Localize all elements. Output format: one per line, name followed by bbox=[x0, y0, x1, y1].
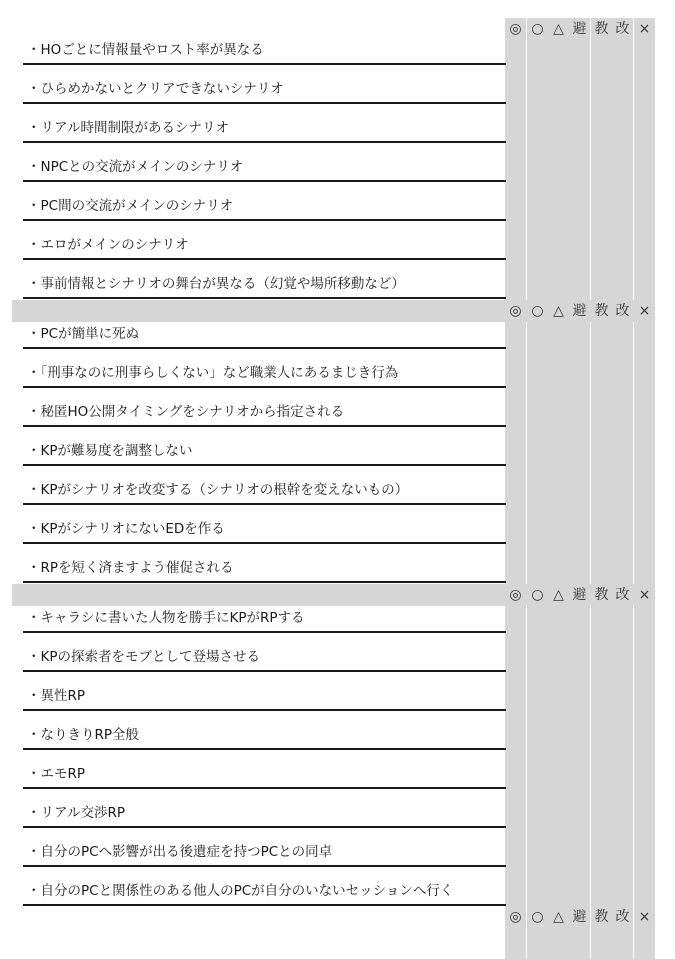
rating-header-label: × bbox=[638, 909, 651, 925]
rating-header-label: ◎ bbox=[509, 21, 522, 37]
checklist-item-text: ・秘匿HO公開タイミングをシナリオから指定される bbox=[27, 404, 345, 420]
rating-column bbox=[591, 18, 612, 959]
checklist-item-text: ・自分のPCへ影響が出る後遺症を持つPCとの同卓 bbox=[27, 844, 333, 860]
checklist-item-text: ・HOごとに情報量やロスト率が異なる bbox=[27, 42, 264, 58]
rating-header-label: 改 bbox=[615, 303, 630, 319]
checklist-item-text: ・KPが難易度を調整しない bbox=[27, 443, 193, 459]
checklist-item-text: ・KPの探索者をモブとして登場させる bbox=[27, 649, 260, 665]
checklist-item-text: ・KPがシナリオにないEDを作る bbox=[27, 521, 225, 537]
rating-column bbox=[634, 18, 655, 959]
checklist-item-text: ・NPCとの交流がメインのシナリオ bbox=[27, 159, 244, 175]
rating-header-label: ◎ bbox=[509, 587, 522, 603]
rating-header-label: 避 bbox=[572, 21, 587, 37]
row-divider bbox=[23, 865, 506, 867]
row-divider bbox=[23, 386, 506, 388]
row-divider bbox=[23, 102, 506, 104]
checklist-item-text: ・エロがメインのシナリオ bbox=[27, 237, 189, 253]
rating-header-label: 改 bbox=[615, 909, 630, 925]
rating-header-label: △ bbox=[553, 21, 564, 37]
rating-header-label: ○ bbox=[531, 909, 544, 925]
rating-column bbox=[548, 18, 569, 959]
rating-header-label: ○ bbox=[531, 303, 544, 319]
row-divider bbox=[23, 748, 506, 750]
row-divider bbox=[23, 297, 506, 299]
rating-header-label: × bbox=[638, 303, 651, 319]
checklist-item-text: ・なりきりRP全般 bbox=[27, 727, 140, 743]
rating-header-label: △ bbox=[553, 587, 564, 603]
rating-header-label: × bbox=[638, 21, 651, 37]
row-divider bbox=[23, 826, 506, 828]
rating-header-label: 改 bbox=[615, 21, 630, 37]
rating-header-label: 教 bbox=[594, 587, 609, 603]
row-divider bbox=[23, 347, 506, 349]
row-divider bbox=[23, 63, 506, 65]
rating-header-label: 教 bbox=[594, 909, 609, 925]
rating-header-label: 避 bbox=[572, 303, 587, 319]
row-divider bbox=[23, 219, 506, 221]
rating-header-label: △ bbox=[553, 303, 564, 319]
rating-header-label: △ bbox=[553, 909, 564, 925]
checklist-item-text: ・PCが簡単に死ぬ bbox=[27, 326, 140, 342]
row-divider bbox=[23, 631, 506, 633]
row-divider bbox=[23, 258, 506, 260]
checklist-item-text: ・KPがシナリオを改変する（シナリオの根幹を変えないもの） bbox=[27, 482, 409, 498]
rating-column bbox=[505, 18, 526, 959]
rating-column bbox=[527, 18, 548, 959]
row-divider bbox=[23, 141, 506, 143]
checklist-item-text: ・リアル時間制限があるシナリオ bbox=[27, 120, 229, 136]
checklist-item-text: ・「刑事なのに刑事らしくない」など職業人にあるまじき行為 bbox=[27, 365, 399, 381]
checklist-item-text: ・エモRP bbox=[27, 766, 86, 782]
rating-column bbox=[612, 18, 633, 959]
row-divider bbox=[23, 503, 506, 505]
rating-header-label: 教 bbox=[594, 303, 609, 319]
rating-header-label: 避 bbox=[572, 909, 587, 925]
checklist-item-text: ・異性RP bbox=[27, 688, 86, 704]
checklist-item-text: ・PC間の交流がメインのシナリオ bbox=[27, 198, 234, 214]
row-divider bbox=[23, 709, 506, 711]
row-divider bbox=[23, 581, 506, 583]
row-divider bbox=[23, 180, 506, 182]
rating-header-label: ○ bbox=[531, 21, 544, 37]
row-divider bbox=[23, 670, 506, 672]
rating-header-label: ○ bbox=[531, 587, 544, 603]
checklist-item-text: ・リアル交渉RP bbox=[27, 805, 125, 821]
rating-header-label: × bbox=[638, 587, 651, 603]
rating-header-label: 改 bbox=[615, 587, 630, 603]
rating-header-label: 教 bbox=[594, 21, 609, 37]
checklist-item-text: ・事前情報とシナリオの舞台が異なる（幻覚や場所移動など） bbox=[27, 276, 405, 292]
checklist-item-text: ・キャラシに書いた人物を勝手にKPがRPする bbox=[27, 610, 305, 626]
row-divider bbox=[23, 542, 506, 544]
checklist-item-text: ・自分のPCと関係性のある他人のPCが自分のいないセッションへ行く bbox=[27, 883, 454, 899]
row-divider bbox=[23, 425, 506, 427]
rating-column bbox=[569, 18, 590, 959]
rating-header-label: 避 bbox=[572, 587, 587, 603]
checklist-item-text: ・ひらめかないとクリアできないシナリオ bbox=[27, 81, 284, 97]
row-divider bbox=[23, 904, 506, 906]
rating-header-label: ◎ bbox=[509, 303, 522, 319]
row-divider bbox=[23, 787, 506, 789]
rating-header-label: ◎ bbox=[509, 909, 522, 925]
row-divider bbox=[23, 464, 506, 466]
checklist-item-text: ・RPを短く済ますよう催促される bbox=[27, 560, 234, 576]
